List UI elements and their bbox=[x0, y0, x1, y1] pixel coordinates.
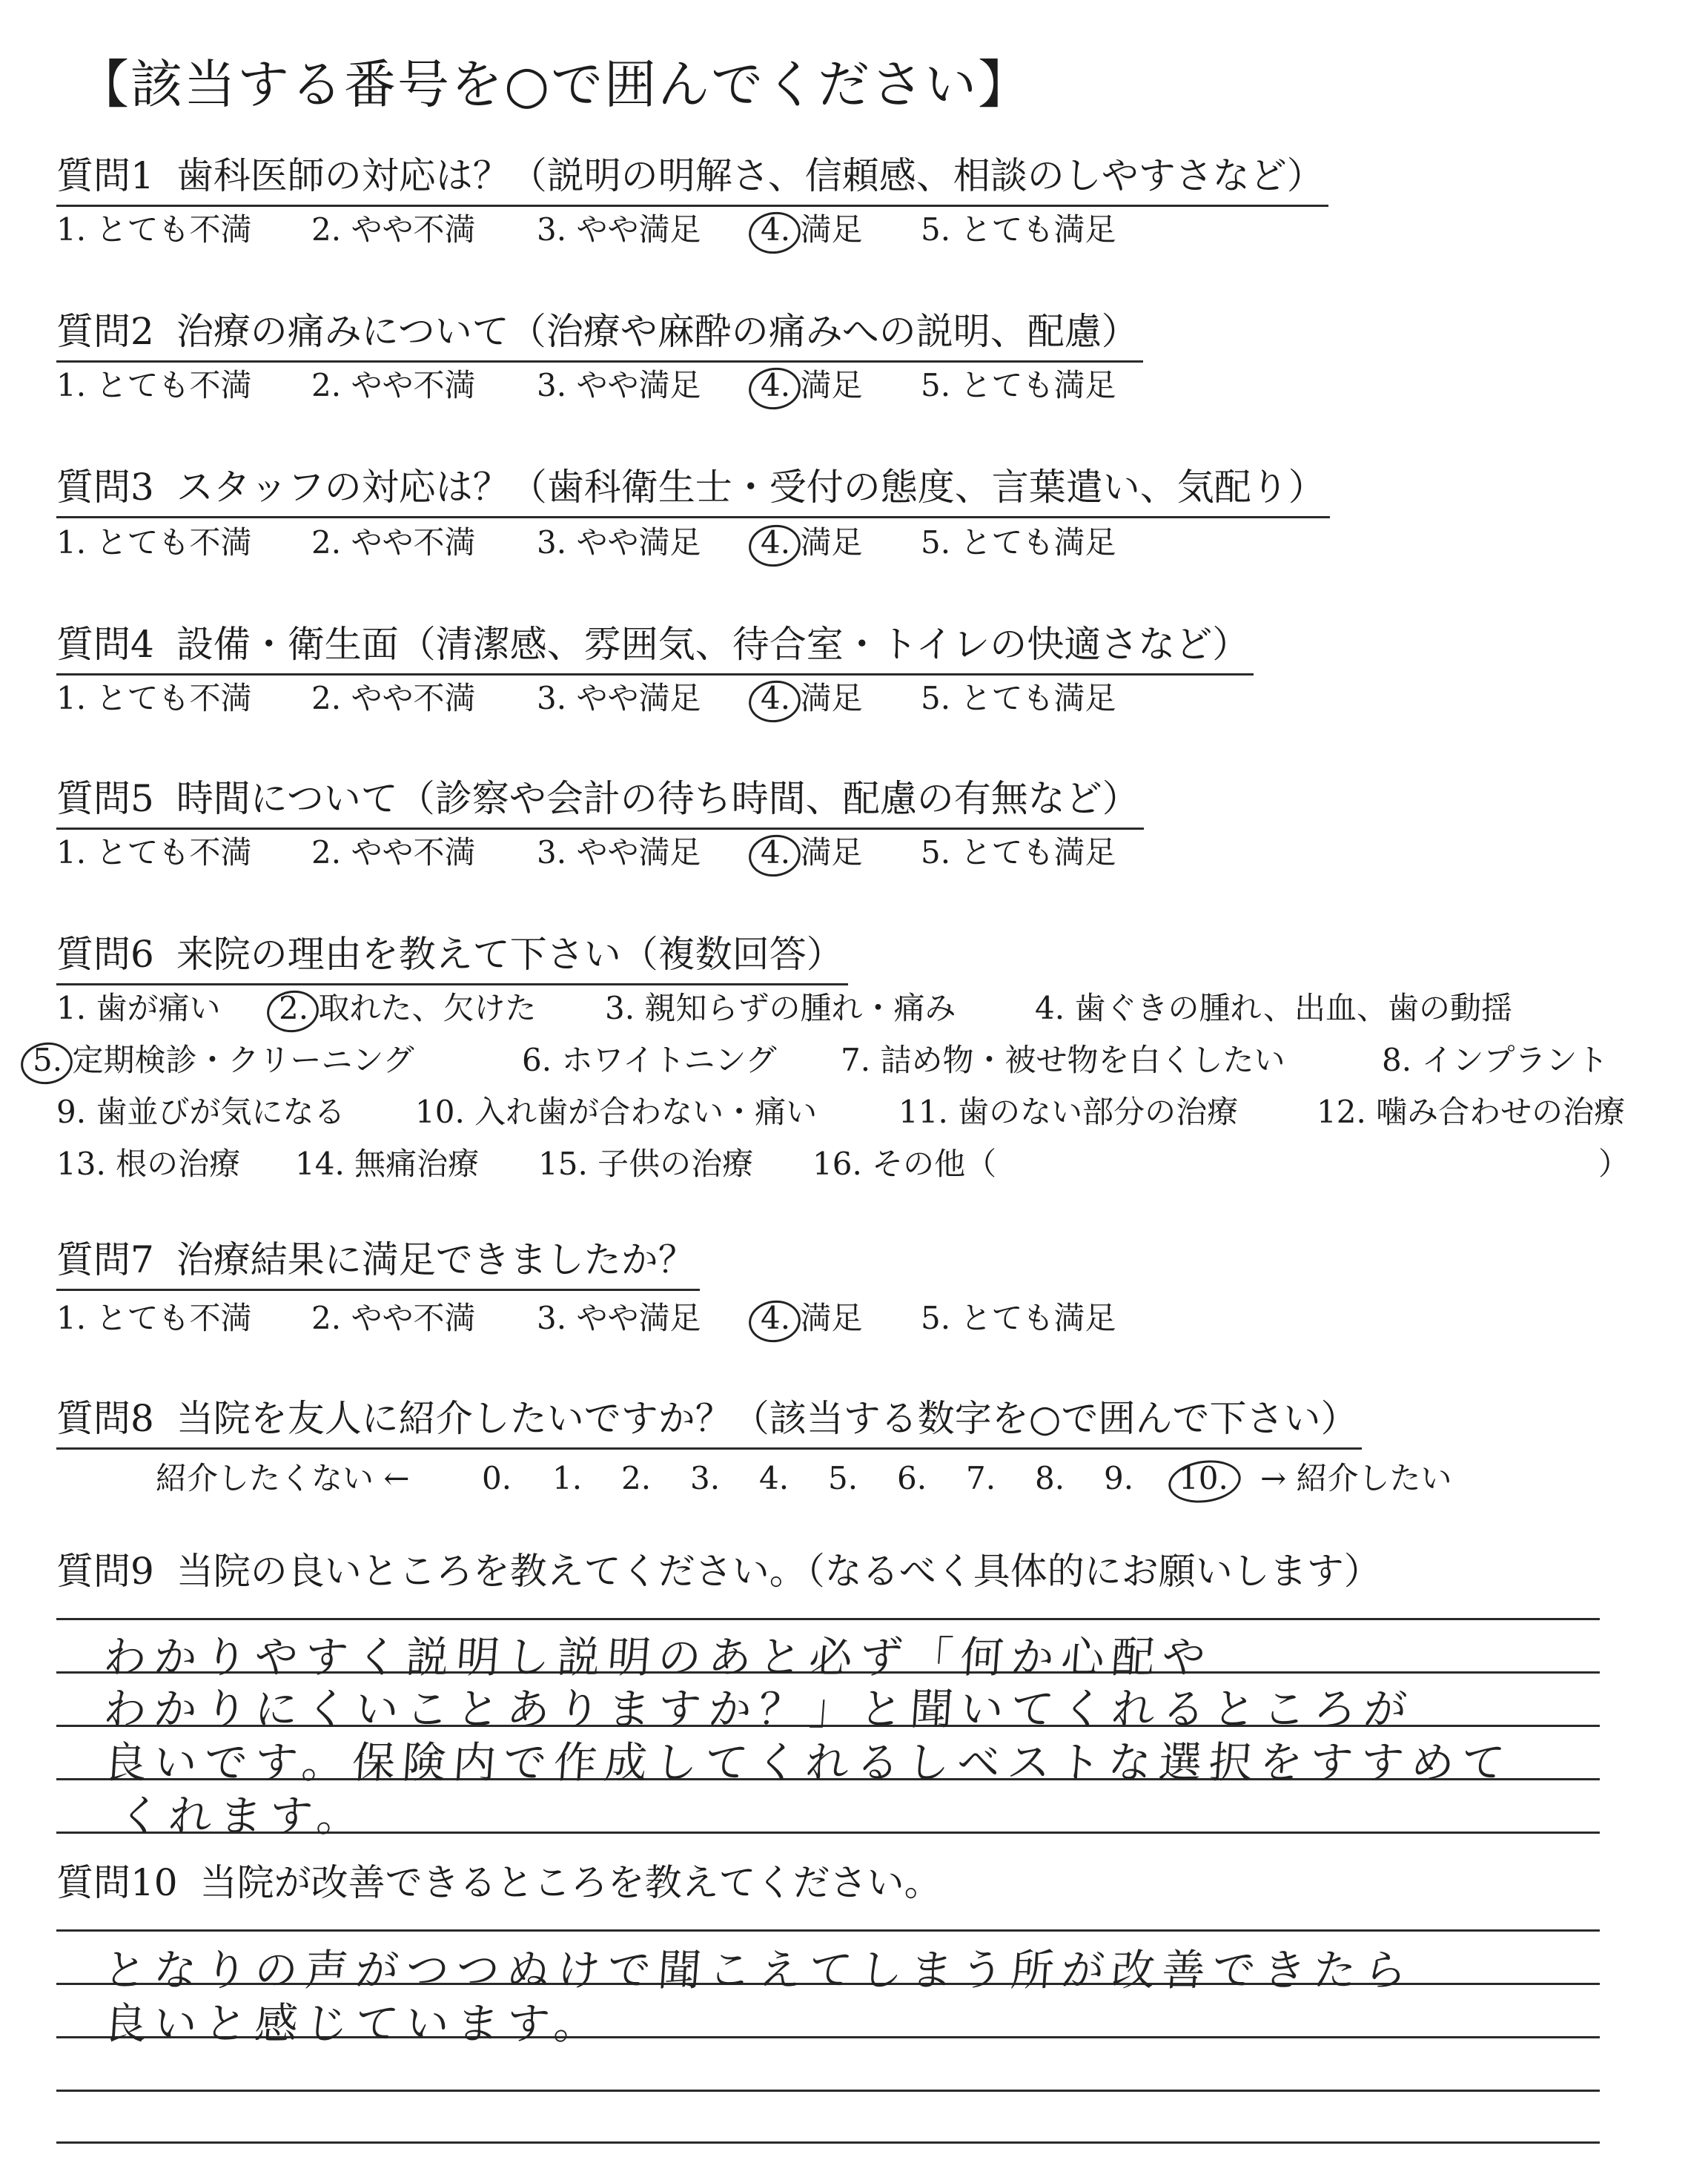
reason-option[interactable]: 8. インプラント bbox=[1382, 1042, 1609, 1078]
option-2[interactable]: 2. やや不満 bbox=[311, 211, 476, 248]
question-number: 質問7 bbox=[56, 1238, 154, 1281]
option-4-circled[interactable]: 4. 満足 bbox=[761, 1296, 862, 1341]
question-number: 質問5 bbox=[56, 777, 154, 820]
reason-option[interactable]: 11. 歯のない部分の治療 bbox=[898, 1094, 1239, 1130]
question-number: 質問9 bbox=[56, 1550, 154, 1593]
page-title: 【該当する番号を○で囲んでください】 bbox=[77, 54, 1032, 115]
option-5[interactable]: 5. とても満足 bbox=[921, 834, 1116, 871]
option-1[interactable]: 1. とても不満 bbox=[56, 524, 252, 561]
option-2[interactable]: 2. やや不満 bbox=[311, 680, 476, 716]
option-1[interactable]: 1. とても不満 bbox=[56, 834, 252, 871]
option-5[interactable]: 5. とても満足 bbox=[921, 1300, 1116, 1336]
option-1[interactable]: 1. とても不満 bbox=[56, 211, 252, 248]
recommend-value[interactable]: 9. bbox=[1104, 1460, 1134, 1496]
recommend-left-label: 紹介したくない ← bbox=[156, 1460, 410, 1496]
question-8-heading bbox=[56, 1394, 1362, 1450]
other-close-paren: ） bbox=[1598, 1146, 1630, 1182]
reason-option[interactable]: 3. 親知らずの腫れ・痛み bbox=[605, 990, 956, 1026]
reason-option[interactable]: 1. 歯が痛い bbox=[56, 990, 221, 1026]
reason-option-circled[interactable]: 5. 定期検診・クリーニング bbox=[33, 1038, 414, 1083]
question-4-heading bbox=[56, 620, 1254, 676]
question-text: 治療の痛みについて（治療や麻酔の痛みへの説明、配慮） bbox=[176, 310, 1139, 353]
option-3[interactable]: 3. やや満足 bbox=[537, 1300, 701, 1336]
recommend-value[interactable]: 8. bbox=[1035, 1460, 1065, 1496]
question-text: 時間について（診察や会計の待ち時間、配慮の有無など） bbox=[176, 777, 1139, 820]
option-3[interactable]: 3. やや満足 bbox=[537, 367, 701, 403]
recommend-value[interactable]: 1. bbox=[552, 1460, 583, 1496]
recommend-value-circled[interactable]: 10. bbox=[1179, 1456, 1228, 1501]
reason-option[interactable]: 13. 根の治療 bbox=[56, 1146, 241, 1182]
question-6-heading bbox=[56, 930, 848, 985]
question-text: 歯科医師の対応は？（説明の明解さ、信頼感、相談のしやすさなど） bbox=[176, 154, 1324, 197]
reason-option-other[interactable]: 16. その他（ bbox=[812, 1146, 997, 1182]
question-text: 治療結果に満足できましたか？ bbox=[176, 1238, 695, 1281]
option-2[interactable]: 2. やや不満 bbox=[311, 834, 476, 871]
question-1-heading bbox=[56, 151, 1328, 207]
question-5-heading bbox=[56, 774, 1144, 830]
option-1[interactable]: 1. とても不満 bbox=[56, 367, 252, 403]
ruled-line bbox=[56, 2090, 1600, 2092]
recommend-value[interactable]: 5. bbox=[828, 1460, 858, 1496]
ruled-line bbox=[56, 1618, 1600, 1620]
question-text: 来院の理由を教えて下さい（複数回答） bbox=[176, 933, 844, 976]
option-2[interactable]: 2. やや不満 bbox=[311, 367, 476, 403]
reason-option[interactable]: 4. 歯ぐきの腫れ、出血、歯の動揺 bbox=[1035, 990, 1512, 1026]
reason-option-circled[interactable]: 2. 取れた、欠けた bbox=[279, 986, 536, 1031]
question-number: 質問8 bbox=[56, 1397, 154, 1440]
question-7-heading bbox=[56, 1235, 700, 1291]
option-3[interactable]: 3. やや満足 bbox=[537, 524, 701, 561]
recommend-value[interactable]: 6. bbox=[897, 1460, 927, 1496]
option-5[interactable]: 5. とても満足 bbox=[921, 680, 1116, 716]
question-text: 設備・衛生面（清潔感、雰囲気、待合室・トイレの快適さなど） bbox=[176, 623, 1250, 666]
option-1[interactable]: 1. とても不満 bbox=[56, 680, 252, 716]
option-5[interactable]: 5. とても満足 bbox=[921, 524, 1116, 561]
question-number: 質問3 bbox=[56, 466, 154, 509]
ruled-line bbox=[56, 2141, 1600, 2144]
option-5[interactable]: 5. とても満足 bbox=[921, 211, 1116, 248]
question-number: 質問1 bbox=[56, 154, 154, 197]
question-text: 当院の良いところを教えてください。（なるべく具体的にお願いします） bbox=[176, 1550, 1381, 1593]
question-9-heading bbox=[56, 1547, 1386, 1600]
reason-option[interactable]: 12. 噛み合わせの治療 bbox=[1317, 1094, 1626, 1130]
option-2[interactable]: 2. やや不満 bbox=[311, 1300, 476, 1336]
reason-option[interactable]: 14. 無痛治療 bbox=[295, 1146, 480, 1182]
option-2[interactable]: 2. やや不満 bbox=[311, 524, 476, 561]
option-4-circled[interactable]: 4. 満足 bbox=[761, 208, 862, 252]
question-10-heading bbox=[56, 1858, 946, 1912]
option-4-circled[interactable]: 4. 満足 bbox=[761, 363, 862, 408]
reason-option[interactable]: 7. 詰め物・被せ物を白くしたい bbox=[841, 1042, 1285, 1078]
q9-handwritten-line: わかりにくいことありますか？」と聞いてくれるところが bbox=[102, 1684, 1417, 1734]
question-3-heading bbox=[56, 463, 1330, 518]
option-3[interactable]: 3. やや満足 bbox=[537, 680, 701, 716]
recommend-value[interactable]: 3. bbox=[690, 1460, 721, 1496]
option-3[interactable]: 3. やや満足 bbox=[537, 834, 701, 871]
recommend-right-label: → 紹介したい bbox=[1260, 1460, 1452, 1496]
option-4-circled[interactable]: 4. 満足 bbox=[761, 521, 862, 565]
question-number: 質問4 bbox=[56, 623, 154, 666]
question-number: 質問6 bbox=[56, 933, 154, 976]
ruled-line bbox=[56, 1929, 1600, 1932]
question-number: 質問2 bbox=[56, 310, 154, 353]
reason-option[interactable]: 10. 入れ歯が合わない・痛い bbox=[415, 1094, 818, 1130]
option-3[interactable]: 3. やや満足 bbox=[537, 211, 701, 248]
reason-option[interactable]: 6. ホワイトニング bbox=[522, 1042, 777, 1078]
option-4-circled[interactable]: 4. 満足 bbox=[761, 676, 862, 721]
recommend-scale bbox=[148, 1456, 1520, 1501]
recommend-value[interactable]: 2. bbox=[621, 1460, 652, 1496]
option-1[interactable]: 1. とても不満 bbox=[56, 1300, 252, 1336]
option-4-circled[interactable]: 4. 満足 bbox=[761, 830, 862, 875]
question-text: 当院が改善できるところを教えてください。 bbox=[199, 1861, 941, 1904]
option-5[interactable]: 5. とても満足 bbox=[921, 367, 1116, 403]
question-text: 当院を友人に紹介したいですか？（該当する数字を○で囲んで下さい） bbox=[176, 1397, 1358, 1440]
q9-handwritten-line: わかりやすく説明し説明のあと必ず「何か心配や bbox=[102, 1632, 1215, 1682]
recommend-value[interactable]: 4. bbox=[759, 1460, 790, 1496]
q9-handwritten-line: くれます。 bbox=[116, 1791, 369, 1841]
recommend-value[interactable]: 7. bbox=[966, 1460, 996, 1496]
question-text: スタッフの対応は？（歯科衛生士・受付の態度、言葉遣い、気配り） bbox=[176, 466, 1325, 509]
question-2-heading bbox=[56, 307, 1143, 363]
question-number: 質問10 bbox=[56, 1861, 178, 1904]
q10-handwritten-line: 良いと感じています。 bbox=[102, 1998, 606, 2049]
q10-handwritten-line: となりの声がつつぬけで聞こえてしまう所が改善できたら bbox=[102, 1945, 1417, 1995]
q9-handwritten-line: 良いです。保険内で作成してくれるしベストな選択をすすめて bbox=[102, 1737, 1514, 1788]
recommend-value[interactable]: 0. bbox=[482, 1460, 512, 1496]
reason-option[interactable]: 15. 子供の治療 bbox=[538, 1146, 754, 1182]
reason-option[interactable]: 9. 歯並びが気になる bbox=[56, 1094, 345, 1130]
